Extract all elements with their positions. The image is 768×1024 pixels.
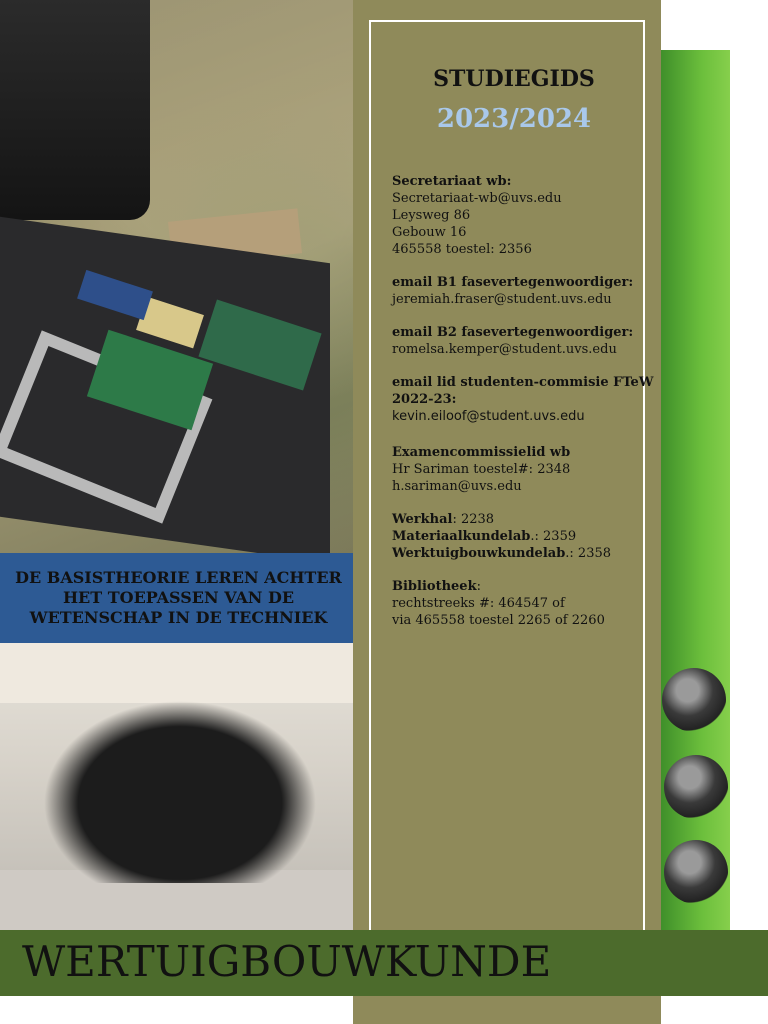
bibliotheek-line-2: via 465558 toestel 2265 of 2260 — [392, 613, 605, 628]
examen-label: Examencommissielid wb — [392, 445, 571, 460]
bearing-icon — [664, 755, 728, 819]
bibliotheek-heading — [392, 578, 654, 595]
tagline-line-3: WETENSCHAP IN DE TECHNIEK — [29, 608, 328, 627]
commissie-label-1: email lid studenten-commisie FTeW — [392, 375, 654, 390]
student-group-photo — [0, 643, 353, 930]
examen-line: Hr Sariman toestel#: 2348 — [392, 462, 571, 477]
secretariaat-email: Secretariaat-wb@uvs.edu — [392, 191, 562, 206]
tagline-line-1: DE BASISTHEORIE LEREN ACHTER — [15, 568, 342, 587]
bibliotheek-line-1: rechtstreeks #: 464547 of — [392, 596, 565, 611]
gear-icon — [664, 840, 728, 904]
page-title: STUDIEGIDS — [433, 66, 595, 92]
wtb-line — [392, 545, 654, 562]
secretariaat-building: Gebouw 16 — [392, 225, 467, 240]
panel-bottom — [353, 996, 661, 1024]
werkhal-line — [392, 511, 654, 528]
wtb-label: Werktuigbouwkundelab — [392, 546, 566, 561]
secretariaat-block — [392, 173, 654, 258]
tagline-banner — [0, 553, 357, 643]
footer-title: WERTUIGBOUWKUNDE — [22, 937, 552, 986]
commissie-block — [392, 374, 654, 425]
b2-block — [392, 324, 654, 358]
werkhal-value: : 2238 — [452, 512, 495, 527]
examen-email: h.sariman@uvs.edu — [392, 479, 522, 494]
labs-block — [392, 511, 654, 562]
b1-block — [392, 274, 654, 308]
werkhal-label: Werkhal — [392, 512, 453, 527]
examen-block — [392, 444, 654, 495]
b1-label: email B1 fasevertegenwoordiger: — [392, 275, 634, 290]
b2-label: email B2 fasevertegenwoordiger: — [392, 325, 634, 340]
wtb-value: .: 2358 — [565, 546, 612, 561]
bolt-nut-icon — [662, 668, 726, 732]
materiaal-value: .: 2359 — [530, 529, 577, 544]
tagline-line-2: HET TOEPASSEN VAN DE — [62, 588, 295, 607]
commissie-label-2: 2022-23: — [392, 392, 457, 407]
secretariaat-phone: 465558 toestel: 2356 — [392, 242, 532, 257]
bibliotheek-label: Bibliotheek — [392, 579, 477, 594]
secretariaat-label: Secretariaat wb: — [392, 174, 512, 189]
b1-email: jeremiah.fraser@student.uvs.edu — [392, 292, 612, 307]
secretariaat-street: Leysweg 86 — [392, 208, 471, 223]
materiaal-line — [392, 528, 654, 545]
electronics-photo — [0, 0, 353, 553]
bibliotheek-colon: : — [476, 579, 481, 594]
b2-email: romelsa.kemper@student.uvs.edu — [392, 342, 617, 357]
commissie-email: kevin.eiloof@student.uvs.edu — [392, 409, 585, 424]
bibliotheek-block — [392, 578, 654, 629]
materiaal-label: Materiaalkundelab — [392, 529, 531, 544]
academic-year: 2023/2024 — [436, 104, 592, 134]
